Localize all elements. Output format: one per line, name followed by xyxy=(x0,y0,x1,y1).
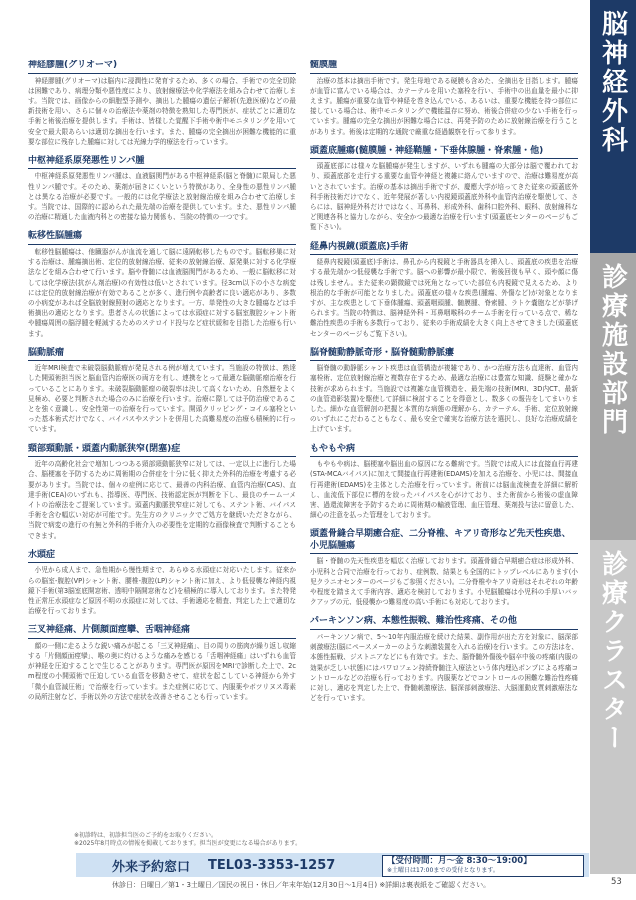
tab-label: 脳神経外科 xyxy=(597,10,628,155)
booking-closed-days: 休診日：日曜日／第1・3土曜日／国民の祝日・休日／年末年始(12月30日〜1月4日) ※詳細は裏表紙をご確認ください。 xyxy=(112,881,491,889)
section-title: もやもや病 xyxy=(310,444,578,458)
tab-label: 診療クラスター xyxy=(597,550,628,753)
section-hydrocephalus xyxy=(28,550,296,617)
section-title: 頭蓋骨縫合早期癒合症、二分脊椎、キアリ奇形など先天性疾患、小児脳腫瘍 xyxy=(310,529,578,554)
section-title: 脳脊髄動静脈奇形・脳脊髄動静脈瘻 xyxy=(310,348,578,362)
booking-hours: 【受付時間：月〜金 8:30〜19:00】 xyxy=(387,856,532,866)
section-title: 水頭症 xyxy=(28,550,296,564)
section-title: 頭蓋底腫瘍(髄膜腫・神経鞘腫・下垂体腺腫・脊索腫・他) xyxy=(310,146,578,160)
section-title: 三叉神経痛、片側顔面痙攣、舌咽神経痛 xyxy=(28,625,296,639)
section-body: 神経膠腫(グリオーマ)は脳内に浸潤性に発育するため、多くの場合、手術での完全切除は困難であり、病理分類や悪性度により、放射線療法や化学療法を組み合わせて治療します。当院では、画像からの細胞型予測や、摘出した腫瘍の遺伝子解析(先進医療)などの最新技術を用い、さらに個々の治療法や薬剤の特徴を熟知した専門医が、症状ごとに適切な手術と術後治療を提供します。手術は、皆様した覚醒下手術や術中モニタリングを用いて安全で最大限あらいは適切な摘出を行います。また、腫瘍の完全摘出が困難な機能的に重要な部位に残存した腫瘍に対しては光線力学的療法を行っています。 xyxy=(28,76,296,146)
tab-clinical-facilities[interactable] xyxy=(590,253,636,540)
section-glioma xyxy=(28,60,296,147)
booking-hours-box xyxy=(382,855,584,877)
section-title: パーキンソン病、本態性振戦、難治性疼痛、その他 xyxy=(310,616,578,630)
section-title: 頸部頸動脈・頭蓋内動脈狭窄(閉塞)症 xyxy=(28,444,296,458)
section-endoscopic-surgery xyxy=(310,242,578,339)
section-moyamoya xyxy=(310,444,578,521)
booking-box xyxy=(76,853,589,893)
content-columns xyxy=(28,60,578,830)
page-number: 53 xyxy=(611,877,622,887)
footnote: ※2025年8月時点の情報を掲載しております。担当医が変更になる場合があります。 xyxy=(74,840,302,847)
section-body: 小児から成人まで、急性期から慢性期まで、あらゆる水頭症に対応いたします。従来からの脳室-腹腔(VP)シャント術、腰椎-腹腔(LP)シャント術に加え、より低侵襲な神経内視鏡下手術(第3脳室底開窓術、透明中隔開窓術など)を積極的に導入しております。また特発性正常圧水頭症など原因不明の水頭症に対しては、手術適応を精査、判定した上で適切な治療を行っております。 xyxy=(28,566,296,616)
left-column xyxy=(28,60,296,830)
section-carotid-stenosis xyxy=(28,444,296,541)
section-body: パーキンソン病で、5〜10年内服治療を続けた結果、副作用が出た方を対象に、脳深部刺激療法(脳にペースメーカーのような刺激装置を入れる治療)を行います。この方法はを、本態性振戦、ジストニアなどにも有効です。また、脳脊髄外傷後や脳卒中後の疼痛(内服の効果が乏しい状態)にはパワロフェン持続脊髄注入療法という体内埋込ポンプによる疼痛コントロールなどの治療も行っております。内服薬などでコントロールの困難な難治性疼痛に対し、適応を判定した上で、脊髄刺激療法、脳深部刺激療法、大脳運動皮質刺激療法などを行っています。 xyxy=(310,632,578,703)
section-skull-base-tumor xyxy=(310,146,578,233)
section-congenital xyxy=(310,529,578,607)
section-cns-lymphoma xyxy=(28,156,296,223)
section-title: 中枢神経系原発悪性リンパ腫 xyxy=(28,156,296,170)
section-body: 近年の高齢化社会で増加しつつある頸部頸動脈狭窄に対しては、一定以上に進行した場合、脳梗塞を予防するために周術期の合併症を十分に低く抑えた外科的治療を考慮する必要があります。当院では、個々の症例に応じて、最善の内科治療、血管内治療(CAS)、直達手術(CEA)のいずれも、指導医、専門医、技術認定医が判断を下し、最良のチーム一メイトの治療法をご提案しています。頭蓋内動脈狭窄症に対しても、ステント術、バイパス手術を含む幅広い対応が可能です。先生方のクリニックでご処方を継続いただきながら、当院で病変の進行の有無と外科的手術介入の必要性を定期的な画像検査で判断することもできます。 xyxy=(28,460,296,540)
tab-clinical-clusters[interactable] xyxy=(590,540,636,874)
section-metastatic-tumor xyxy=(28,231,296,338)
section-title: 経鼻内視鏡(頭蓋底)手術 xyxy=(310,242,578,256)
section-title: 転移性脳腫瘍 xyxy=(28,231,296,245)
section-body: 脳・脊髄の先天性疾患を幅広く治療しております。頭蓋骨縫合早期癒合症は形成外科、小児科と合同で治療を行っており、症例数、結果とも全国的にトップレベルにあります(小児クラニオセンターのページもご参照ください)。二分脊椎やキアリ奇形はそれぞれの年齢や程度を踏まえて手術内容、適応を検討しております。小児脳腫瘍は小児科の手厚いバックアップの元、低侵襲かつ難易度の高い手術にも対応しております。 xyxy=(310,557,578,607)
section-body: 経鼻内視鏡(頭蓋底)手術は、鼻孔から内視鏡と手術器具を挿入し、頭蓋底の疾患を治療する最先端かつ低侵襲な手術です。脳への影響が最小限で、術後回復も早く、頭や顔に傷は残しません。また従来の顕微鏡では死角となっていた部位も内視鏡で見えるため、より根治的な手術が可能となりました。頭蓋底の様々な疾患(腫瘍、外傷など)が対象となりますが、主な疾患として下垂体腫瘍、頭蓋咽頭腫、髄膜腫、脊索腫、ラトケ嚢胞などが挙げられます。当院の特徴は、脳神経外科・耳鼻咽喉科のチーム手術を行っている点で、稀な難治性疾患の手術も多数行っており、従来の手術成績を大きく向上させてきました(頭蓋底センターのページもご覧下さい)。 xyxy=(310,258,578,338)
booking-label: 外来予約窓口 xyxy=(112,859,191,875)
section-title: 神経膠腫(グリオーマ) xyxy=(28,60,296,74)
footnotes xyxy=(74,832,494,848)
section-body: もやもや病は、脳梗塞や脳出血の原因になる難病です。当院では成人には直接血行再建(STA-MCAバイパス)に加えて間接血行再建術(EDAMS)を加える治療を、小児には、間接血行再建術(EDAMS)を主体とした治療を行っています。術前には脳血流検査を詳細に解析し、血流低下部位に標的を絞ったバイパスを心がけており、また術前から術後の虚血障害、過還流障害を予防するために周術期の輸液管理、血圧管理、薬剤投与法に留意した、細心の注意を払った管理をしております。 xyxy=(310,460,578,520)
section-body: 転移性脳腫瘍は、他臓器がんが血流を通して脳に遠隔転移したものです。脳転移巣に対する治療は、腫瘍摘出術、定位的放射線治療、従来の放射線治療、原発巣に対する化学療法などを組み合わせて行います。脳や脊髄には血液脳関門があるため、一般に脳転移に対しては化学療法(抗がん剤治療)の有効性は低いとされています。径3cm以下の小さな病変には定位的放射線治療が有効であることが多く、進行例や高齢者に良い適応があり、多数の小病変があれば全脳放射線照射の適応となります。一方、単発性の大きな腫瘍などは手術摘出の適応となります。患者さんの状態によっては水頭症に対する脳室腹腔シャント術や腫瘍周囲の脳浮腫を軽減するためのステロイド投与など症状緩和を目指した治療も行います。 xyxy=(28,247,296,338)
booking-phone[interactable]: TEL03-3353-1257 xyxy=(208,857,336,873)
section-title: 髄膜腫 xyxy=(310,60,578,74)
section-trigeminal-neuralgia xyxy=(28,625,296,702)
section-parkinsons xyxy=(310,616,578,703)
section-body: 治療の基本は摘出手術です。発生母地である硬膜も含めた、全摘出を目指します。腫瘍が血管に富んでいる場合は、カテーテルを用いた塞栓を行い、手術中の出血量を最小に抑えます。腫瘍が重要な血管や神経を巻き込んでいる、あるいは、重要な機能を持つ部位に接している場合は、術中モニタリングで機能温存に努め、術後合併症の少ない手術を行っています。腫瘍の完全な摘出が困難な場合には、再発予防のために放射線治療を行うことがあります。術後は定期的な通院で厳重な経過観察を行って参ります。 xyxy=(310,76,578,136)
section-body: 脳脊髄の動静脈シャント疾患は血管構造が複雑であり、かつ治療方法も直達術、血管内塞栓術、定位放射線治療と複数存在するため、最適な治療には豊富な知識、経験と確かな技術が求められます。当施設では複雑な血管構造を、最先端の技術(MRI、3D内CT、最新の血管造影装置)を駆使して詳細に検討することを得意とし、数多くの報告をしてまいりました。細かな血管解剖の把握と本質的な病態の理解から、カテーテル、手術、定位放射線のいずれにこだわることもなく、最も安全で確実な治療方法を選択し、良好な治療成績を上げています。 xyxy=(310,364,578,434)
section-body: 頭蓋底部には様々な脳腫瘍が発生しますが、いずれも腫瘍の大部分は脳で覆われており、頭蓋底部を走行する重要な血管や神経と複雑に絡んでいますので、治療は難易度が高いとされています。治療の基本は摘出手術ですが、慶應大学が培ってきた従来の頭蓋底外科手術技術だけでなく、近年発展が著しい内視鏡頭蓋底外科や血管内治療を駆使して、さらには、脳神経外科だけではなく、耳鼻科、形成外科、歯科口腔外科、眼科、放射線科など関連各科と協力しながら、安全かつ最適な治療を行います(頭蓋底センターのページもご覧下さい)。 xyxy=(310,162,578,232)
footnote: ※初診時は、初診担当医のご予約をお取りください。 xyxy=(74,832,218,839)
section-meningioma xyxy=(310,60,578,137)
section-body: 中枢神経系原発悪性リンパ腫は、血液脳関門がある中枢神経系(脳と脊髄)に限局した悪性リンパ腫です。そのため、薬剤が届きにくいという特徴があり、全身性の悪性リンパ腫とは異なる治療が必要です。一般的には化学療法と放射線治療を組み合わせて治療します。当院では、国際的に認められた最先端の治療を提供しています。また、悪性リンパ腫の治療に精通した血液内科との密接な協力関係も、当院の特徴の一つです。 xyxy=(28,172,296,222)
right-column xyxy=(310,60,578,830)
booking-saturday-note: ※土曜日は17:00までの受付となります。 xyxy=(387,867,499,874)
section-avm xyxy=(310,348,578,435)
section-title: 脳動脈瘤 xyxy=(28,348,296,362)
tab-label: 診療施設部門 xyxy=(597,263,628,437)
section-aneurysm xyxy=(28,348,296,435)
section-body: 顔の一側に走るような鋭い痛みが起こる「三叉神経痛」、目の周りの筋肉が繰り返し収縮する「片側顔面痙攣」、喉の奥に灼けるような痛みを感じる「舌咽神経痛」はいずれも血管が神経を圧迫することで生じることがあります。専門医が原因をMRIで診断した上で、2cm程度の小開頭術で圧迫している血管を移動させて、症状を起こしている神経から外す「微小血管減圧術」で治療を行っています。また症例に応じて、内服薬やボツリヌス毒素の局所注射など、手術以外の方法で症状を改善させることも行っています。 xyxy=(28,641,296,701)
section-body: 近年MRI検査で未破裂脳動脈瘤が発見される例が増えています。当施設の特徴は、熟達した開頭術担当医と脳血管内治療医の両方を有し、連携をとって最適な脳動脈瘤治療を行っていることにあります。未破裂脳動脈瘤の破裂率は決して高くないため、自然歴をよく見極め、必要と判断された場合のみに治療を行います。治療に際しては予防治療であることを強く意識し、安全性第一の治療を行っています。開頭クリッピング・コイル塞栓といった基本術式だけでなく、バイパスやステントを併用した高難易度の治療も積極的に行っています。 xyxy=(28,364,296,434)
sidebar-tabs xyxy=(590,0,636,900)
tab-neurosurgery[interactable] xyxy=(590,0,636,253)
